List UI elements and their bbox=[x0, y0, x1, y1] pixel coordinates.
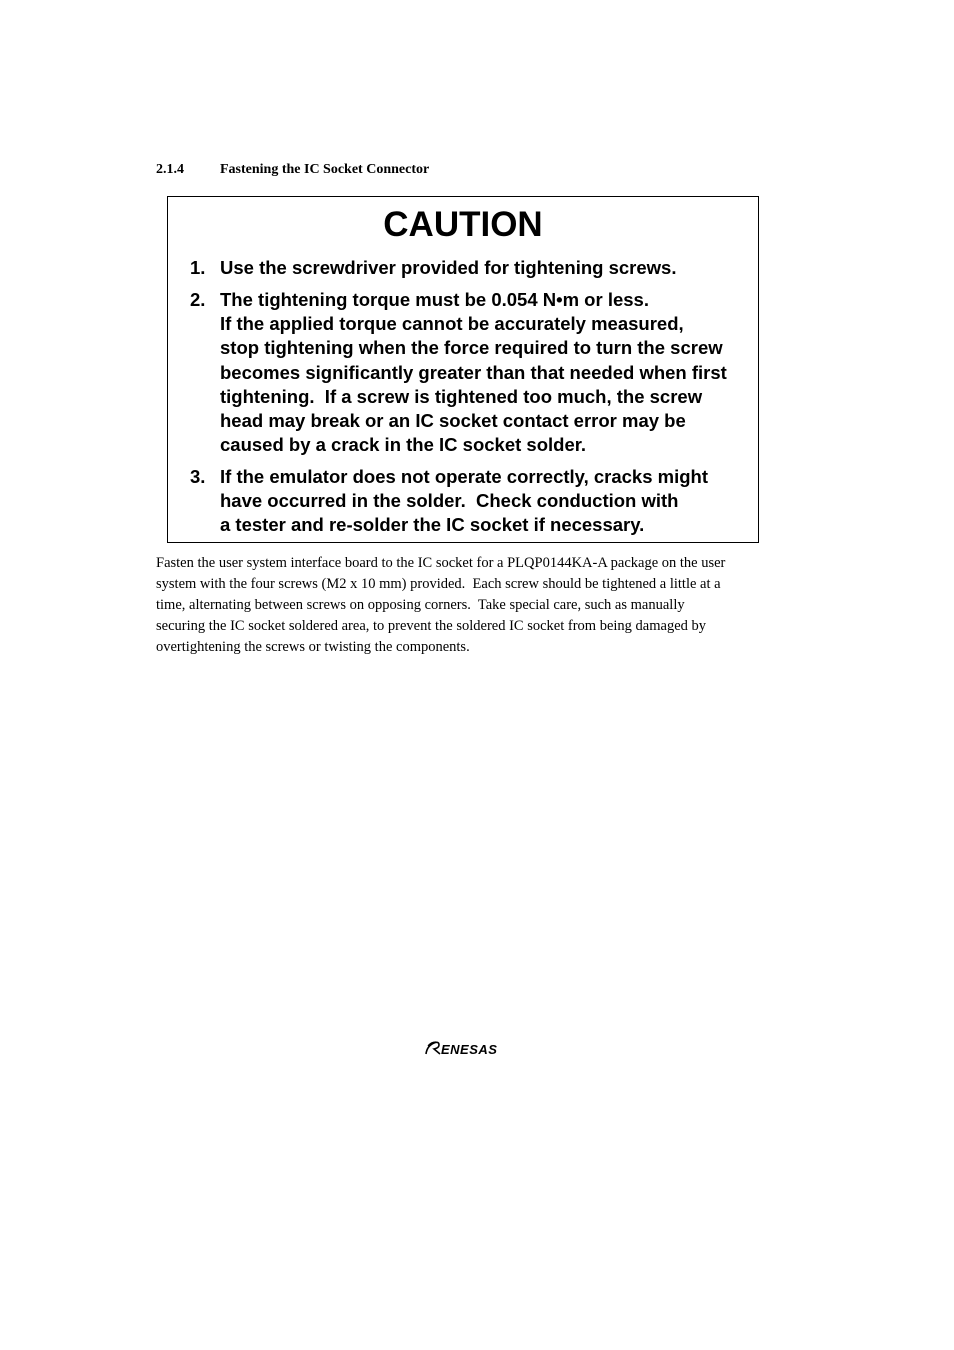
renesas-logo-text: ENESAS bbox=[441, 1042, 498, 1057]
section-title: Fastening the IC Socket Connector bbox=[220, 162, 430, 177]
caution-title: CAUTION bbox=[383, 205, 543, 244]
caution-item-number: 3. bbox=[190, 466, 206, 487]
body-paragraph: Fasten the user system interface board to the IC socket for a PLQP0144KA-A package on the user system with the four screws (M2 x 10 mm) provided. Each screw should be tightened a little at a time, alternating between screws on opposing corners. Take special care, such as manually securing the IC socket soldered area, to prevent the soldered IC socket from being damaged by overtightening the screws or twisting the components. bbox=[156, 555, 726, 655]
caution-item-text: The tightening torque must be 0.054 N•m or less. If the applied torque cannot be accurately measured, stop tightening when the force required to turn the screw becomes significantly greater than that needed when first tightening. If a screw is tightened too much, the screw head may break or an IC socket contact error may be caused by a crack in the IC socket solder. bbox=[220, 289, 727, 456]
renesas-logo bbox=[424, 1037, 524, 1057]
renesas-logo-icon bbox=[424, 1037, 524, 1057]
section-heading bbox=[156, 161, 429, 179]
caution-box bbox=[167, 196, 759, 543]
caution-item-text: If the emulator does not operate correctly, cracks might have occurred in the solder. Check conduction with a tester and re-solder the IC socket if necessary. bbox=[220, 466, 708, 536]
caution-item-number: 2. bbox=[190, 289, 206, 310]
caution-item-text: Use the screwdriver provided for tightening screws. bbox=[220, 257, 677, 278]
section-number: 2.1.4 bbox=[156, 162, 184, 177]
caution-item-number: 1. bbox=[190, 257, 206, 278]
